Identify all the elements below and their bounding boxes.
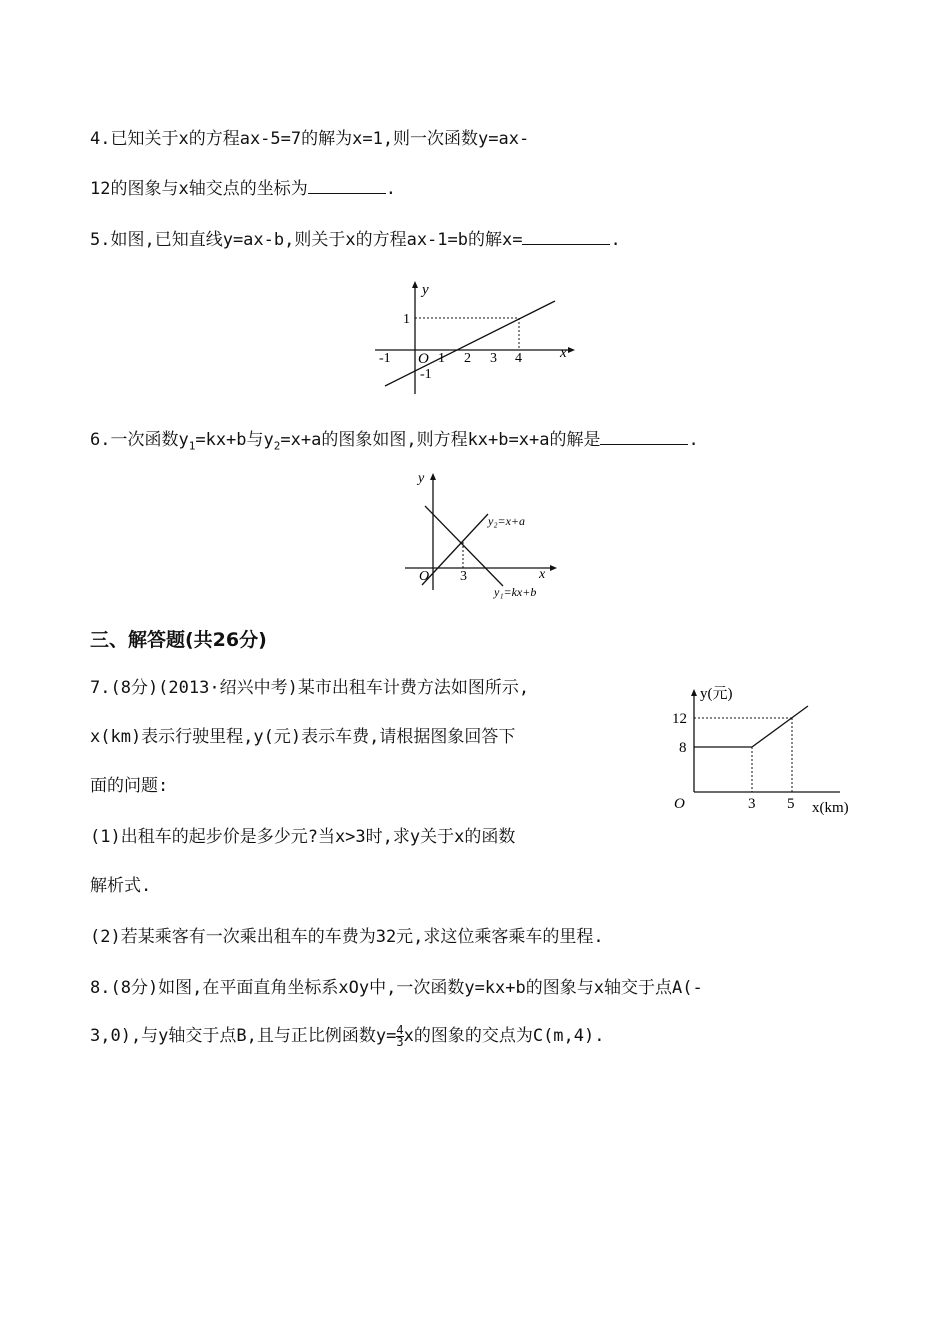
q7-line6: (2)若某乘客有一次乘出租车的车费为32元,求这位乘客乘车的里程. xyxy=(90,927,604,947)
q6-line xyxy=(90,426,699,459)
label-y2: y₂=x+a xyxy=(488,514,526,528)
answer-blank xyxy=(522,226,610,245)
y-axis-label: y xyxy=(422,282,429,298)
q6-graph xyxy=(400,468,570,608)
answer-blank xyxy=(600,426,688,445)
q8-line2a: 3,0),与y轴交于点B,且与正比例函数y= xyxy=(90,1026,397,1046)
fraction-4-3 xyxy=(396,1022,404,1049)
tick-x-neg1: -1 xyxy=(379,351,391,366)
q6-part2: =kx+b与y xyxy=(195,430,274,450)
q4-line2 xyxy=(90,175,396,202)
q5-graph xyxy=(370,278,590,398)
q8-line2 xyxy=(90,1023,604,1049)
line-y2 xyxy=(422,514,488,585)
line-y-ax-b xyxy=(385,301,555,386)
tick-x-5: 5 xyxy=(787,796,795,812)
q8-line2b: x的图象的交点为C(m,4). xyxy=(403,1026,605,1046)
q5-line xyxy=(90,226,621,253)
section-3-title: 三、解答题(共26分) xyxy=(90,629,267,651)
tick-x-4: 4 xyxy=(515,351,522,366)
x-axis-arrow xyxy=(550,565,557,571)
x-axis-label: x xyxy=(560,345,567,361)
tick-y-1: 1 xyxy=(403,312,410,327)
q6-sub2: 2 xyxy=(273,439,281,453)
tick-y-12: 12 xyxy=(672,711,687,727)
answer-blank xyxy=(308,175,386,194)
q7-line5: 解析式. xyxy=(90,876,152,896)
tick-x-3: 3 xyxy=(460,569,467,584)
q4-line2-text: 12的图象与x轴交点的坐标为 xyxy=(90,179,308,199)
q5-text: 5.如图,已知直线y=ax-b,则关于x的方程ax-1=b的解x= xyxy=(90,230,523,250)
q7-line1: 7.(8分)(2013·绍兴中考)某市出租车计费方法如图所示, xyxy=(90,678,530,698)
q7-graph xyxy=(668,680,868,820)
q8-line1: 8.(8分)如图,在平面直角坐标系xOy中,一次函数y=kx+b的图象与x轴交于点A(- xyxy=(90,978,703,998)
origin-label: O xyxy=(674,796,685,812)
origin-label: O xyxy=(418,351,429,367)
q6-part3: =x+a的图象如图,则方程kx+b=x+a的解是 xyxy=(280,430,601,450)
tick-y-neg1: -1 xyxy=(420,367,432,382)
q7-line3: 面的问题: xyxy=(90,776,169,796)
q7-line4: (1)出租车的起步价是多少元?当x>3时,求y关于x的函数 xyxy=(90,827,516,847)
tick-x-1: 1 xyxy=(438,351,445,366)
q6-sub1: 1 xyxy=(188,439,196,453)
x-axis-label: x xyxy=(539,567,546,582)
tick-x-2: 2 xyxy=(464,351,471,366)
tick-x-3: 3 xyxy=(490,351,497,366)
fraction-numerator: 4 xyxy=(396,1022,404,1037)
fraction-denominator: 3 xyxy=(396,1034,404,1049)
y-axis-arrow xyxy=(691,689,697,696)
tick-x-3: 3 xyxy=(748,796,756,812)
origin-label: O xyxy=(419,569,430,584)
fare-line xyxy=(694,706,808,747)
y-axis-arrow xyxy=(430,473,436,480)
q4-line1: 4.已知关于x的方程ax-5=7的解为x=1,则一次函数y=ax- xyxy=(90,129,530,149)
q5-end: . xyxy=(610,230,621,250)
tick-y-8: 8 xyxy=(679,740,687,756)
q7-line2: x(km)表示行驶里程,y(元)表示车费,请根据图象回答下 xyxy=(90,727,516,747)
y-axis-label: y(元) xyxy=(700,686,733,702)
y-axis-label: y xyxy=(418,471,425,486)
q6-end: . xyxy=(688,430,699,450)
x-axis-arrow xyxy=(568,347,575,353)
label-y1: y₁=kx+b xyxy=(494,585,537,599)
q4-end: . xyxy=(385,179,396,199)
q6-part1: 6.一次函数y xyxy=(90,430,189,450)
y-axis-arrow xyxy=(412,281,418,288)
x-axis-label: x(km) xyxy=(812,800,849,816)
